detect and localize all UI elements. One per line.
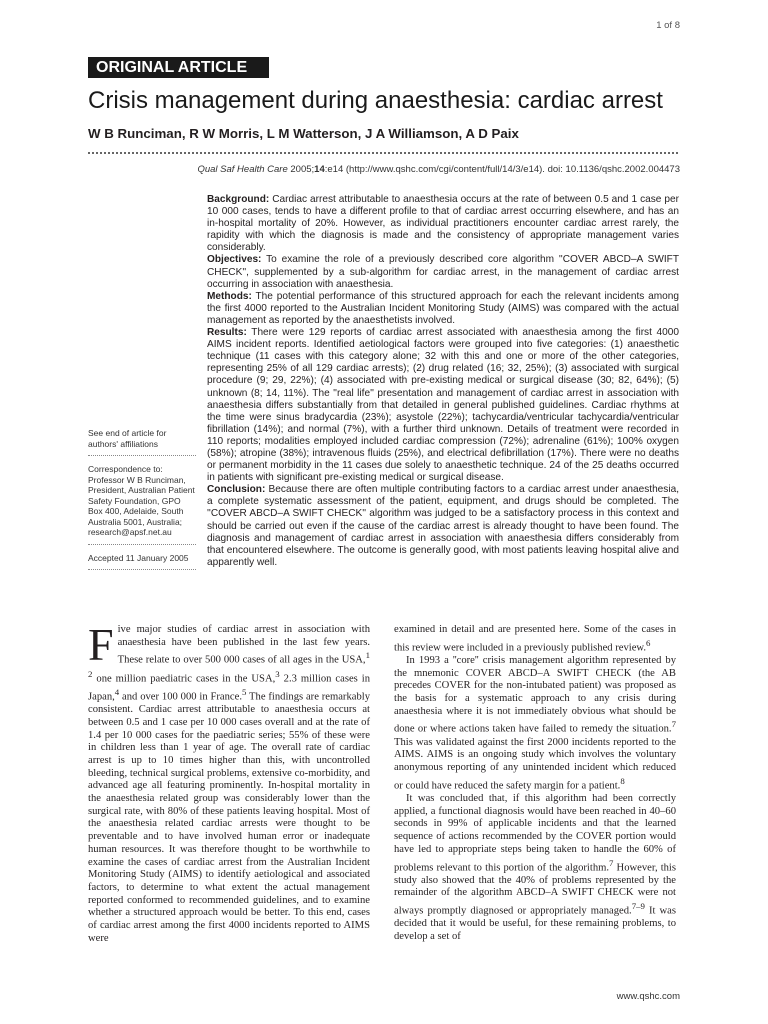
citation-ref: 7–9 bbox=[631, 901, 645, 912]
body-text: It was concluded that, if this algorithm had been correctly applied, a functional diagnosis would have been reached in 40–60 seconds in 99% of applicable incidents and that the learned sequence of actions recommended by the COVER portion would have led to appropriate steps being taken to handle the 60% of problems relevant to this portion of the algorithm. bbox=[394, 793, 676, 874]
abstract-text: To examine the role of a previously described core algorithm ''COVER ABCD–A SWIFT CHECK'', supplemented by a sub-algorithm for cardiac arrest, in the management of cardiac arrest occurring in association with anaesthesia. bbox=[207, 254, 679, 290]
body-paragraph bbox=[394, 793, 676, 944]
body-text: 2.3 million cases in Japan, bbox=[88, 673, 370, 703]
drop-cap: F bbox=[88, 619, 114, 670]
sidebar-divider bbox=[88, 544, 196, 545]
journal-name: Qual Saf Health Care bbox=[197, 164, 288, 175]
citation-ref: 7 bbox=[671, 719, 676, 730]
abstract-text: The potential performance of this structured approach for each the relevant incidents among the first 4000 reported to the Australian Incident Monitoring Study (AIMS) was compared with the actual management as reported by the anaesthetists involved. bbox=[207, 290, 679, 326]
abstract-conclusion bbox=[207, 484, 679, 569]
page-number: 1 of 8 bbox=[656, 20, 680, 31]
author-list: W B Runciman, R W Morris, L M Watterson, J A Williamson, A D Paix bbox=[88, 126, 519, 141]
body-text: The findings are remarkably consistent. Cardiac arrest attributable to anaesthesia occurs at between 0.5 and 1 case per 10 000 cases overall and at the rate of 1.4 per 10 000 cases for the paediatric series; 55% of these were in children less than 1 year of age. The overall rate of cardiac arrest is up to 10 times higher than this, with uncontrolled bleeding, technical surgical problems, extensive co-morbidity, and advanced age all featuring prominently. In-hospital mortality in the anaesthesia related group was considerably lower than the surgical rate, with 80% of these patients leaving hospital. Most of the anaesthesia related cardiac arrests were thought to be preventable and to have involved human error or inadequate human resources. It was therefore thought to be worthwhile to examine the cases of cardiac arrest from the Australian Incident Monitoring Study (AIMS) to identify aetiological and associated factors, to determine to what extent the actual management reported conformed to recommended guidelines, and to examine whether a structured approach would be better. To this end, cases of cardiac arrest among the first 4000 incidents reported to AIMS were bbox=[88, 691, 370, 944]
body-text: This was validated against the first 2000 incidents reported to the AIMS. AIMS is an ongoing study which involves the voluntary anonymous reporting of any unintended incident which reduced or could have reduced the safety margin for a patient. bbox=[394, 736, 676, 792]
abstract-methods bbox=[207, 291, 679, 327]
citation-ref: 1 2 bbox=[88, 650, 370, 679]
abstract-text: Because there are often multiple contributing factors to a cardiac arrest under anaesthesia, a complete systematic assessment of the patient, equipment, and drugs should be completed. The ''COVER ABCD–A SWIFT CHECK'' algorithm was judged to be a satisfactory process in this context and should be carried out even if the cause of the cardiac arrest is already thought to have been found. The diagnosis and management of cardiac arrest in association with anaesthesia differs considerably from that encountered elsewhere. The outcome is generally good, with most patients leaving hospital alive and apparently well. bbox=[207, 484, 679, 568]
abstract-text: Cardiac arrest attributable to anaesthesia occurs at the rate of between 0.5 and 1 case per 10 000 cases, tends to have a different profile to that of cardiac arrest occurring elsewhere, and has an in-hospital mortality of 20%. However, as individual practitioners encounter cardiac arrest rarely, the rapidity with which the diagnosis is made and the consistency of appropriate management varies considerably. bbox=[207, 194, 679, 254]
abstract bbox=[207, 194, 679, 569]
citation-line bbox=[197, 164, 680, 175]
body-text: and over 100 000 in France. bbox=[119, 691, 242, 703]
citation-ref: 3 bbox=[275, 668, 280, 679]
citation-volume: 14 bbox=[314, 164, 325, 175]
sidebar-notes bbox=[88, 428, 196, 578]
abstract-text: There were 129 reports of cardiac arrest associated with anaesthesia among the first 4000 AIMS incident reports. Identified aetiological factors were grouped into five categories: (1) anaesthetic technique (11 cases with this category alone; 32 with this and one or more of the other categories, representing 25% of all 129 cardiac arrests); (2) drug related (16; 32, 25%); (3) associated with surgical procedure (9; 29, 22%); (4) associated with pre-existing medical or surgical disease (30; 82, 64%); (5) unknown (8; 14, 11%). The ''real life'' presentation and management of cardiac arrest in association with anaesthesia differs substantially from that detailed in general published guidelines. Cardiac rhythms at the time were sinus bradycardia (23%); asystole (22%); tachycardia/ventricular tachycardia/ventricular fibrillation (14%); and normal (7%), with a further third unknown. Details of treatment were recorded in 110 reports; modalities employed included cardiac compression (72%); adrenaline (61%); 100% oxygen (58%); atropine (38%); intravenous fluids (25%), and electrical defibrillation (17%). There were no deaths or permanent morbidity in the 11 cases due solely to anaesthetic technique. 24 of the 25 deaths occurred in patients with significant pre-existing medical or surgical disease. bbox=[207, 327, 679, 484]
body-paragraph bbox=[394, 655, 676, 793]
section-label: ORIGINAL ARTICLE bbox=[88, 57, 269, 78]
sidebar-divider bbox=[88, 569, 196, 570]
sidebar-divider bbox=[88, 455, 196, 456]
affiliations-note: See end of article for authors' affiliations bbox=[88, 428, 167, 449]
citation-details: :e14 (http://www.qshc.com/cgi/content/full/14/3/e14). doi: 10.1136/qshc.2002.004473 bbox=[324, 164, 680, 175]
body-paragraph bbox=[88, 619, 370, 945]
header-divider bbox=[88, 152, 678, 154]
footer-url[interactable]: www.qshc.com bbox=[616, 991, 680, 1002]
citation-ref: 6 bbox=[646, 637, 651, 648]
abstract-background bbox=[207, 194, 679, 254]
citation-ref: 5 bbox=[241, 686, 247, 697]
correspondence-address: Correspondence to: Professor W B Runciman, President, Australian Patient Safety Foundation, GPO Box 400, Adelaide, South Australia 5001, Australia; research@apsf.net.au bbox=[88, 464, 195, 537]
citation-ref: 4 bbox=[114, 686, 120, 697]
body-text: one million paediatric cases in the USA, bbox=[92, 673, 276, 685]
citation-ref: 7 bbox=[609, 857, 614, 868]
abstract-label: Objectives: bbox=[207, 254, 262, 266]
accepted-date: Accepted 11 January 2005 bbox=[88, 552, 189, 563]
body-column-left bbox=[88, 619, 370, 945]
abstract-label: Conclusion: bbox=[207, 484, 266, 496]
body-text: However, this study also showed that the 40% of problems represented by the remainder of the algorithm ABCD–A SWIFT CHECK were not always promptly diagnosed or appropriately managed. bbox=[394, 862, 676, 917]
abstract-label: Background: bbox=[207, 194, 270, 205]
abstract-label: Methods: bbox=[207, 290, 252, 302]
abstract-objectives bbox=[207, 254, 679, 290]
body-text: It was decided that it would be useful, for these remaining problems, to develop a set of bbox=[394, 905, 676, 943]
body-text: ive major studies of cardiac arrest in association with anaesthesia have been published in the last few years. These relate to over 500 000 cases of all ages in the USA, bbox=[117, 624, 370, 666]
abstract-results bbox=[207, 327, 679, 484]
body-text: In 1993 a ''core'' crisis management algorithm represented by the mnemonic COVER ABCD–A SWIFT CHECK (the AB precedes COVER for the non-intubated patient) was proposed as the basis for a systematic approach to any crisis during anaesthesia where it is not immediately obvious what should be done or where actions taken have failed to remedy the situation. bbox=[394, 654, 676, 735]
citation-ref: 8 bbox=[620, 775, 625, 786]
citation-year: 2005; bbox=[290, 164, 315, 175]
article-title: Crisis management during anaesthesia: cardiac arrest bbox=[88, 87, 663, 114]
abstract-label: Results: bbox=[207, 327, 247, 339]
body-text: examined in detail and are presented here. Some of the cases in this review were included in a previously published review. bbox=[394, 624, 676, 654]
body-paragraph bbox=[394, 624, 676, 655]
body-column-right bbox=[394, 624, 676, 944]
